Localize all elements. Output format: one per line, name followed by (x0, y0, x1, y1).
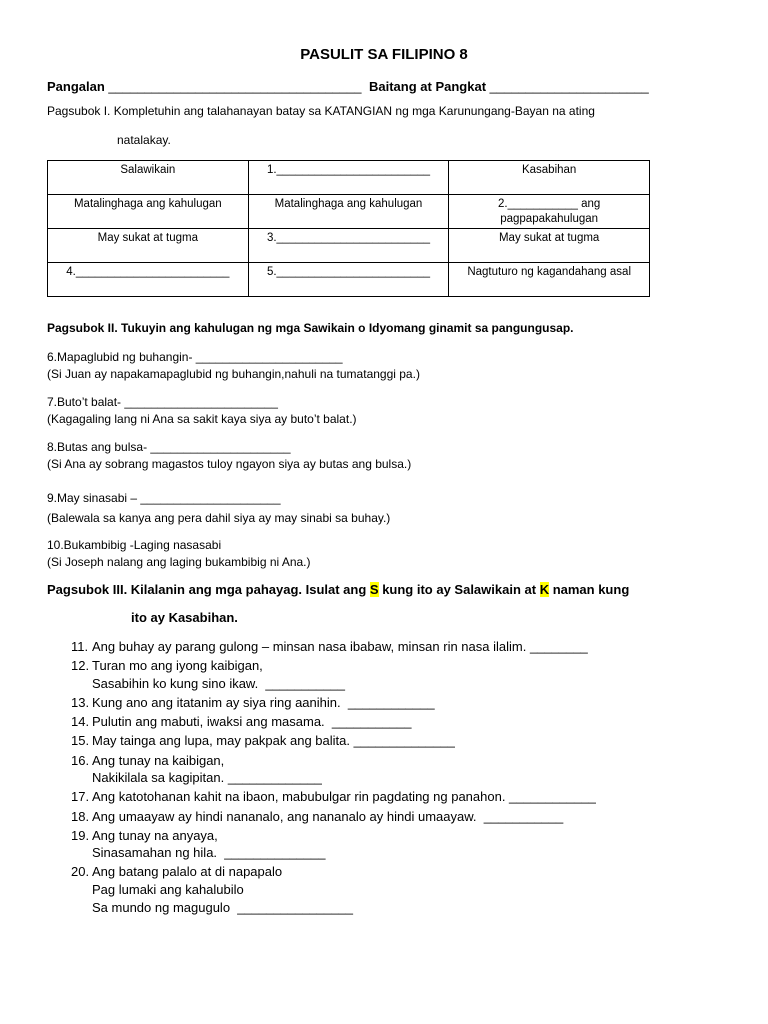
part1-instruction: Pagsubok I. Kompletuhin ang talahanayan batay sa KATANGIAN ng mga Karunungang-Bayan na ating (47, 104, 595, 118)
idiom-question[interactable]: 7.Buto’t balat- _______________________ (47, 395, 278, 409)
part3-instruction (47, 582, 629, 597)
table-cell: May sukat at tugma (48, 229, 249, 263)
idiom-question[interactable]: 8.Butas ang bulsa- _____________________ (47, 440, 291, 454)
saying-number: 16. (71, 752, 90, 768)
name-blank[interactable]: ___________________________________ (108, 79, 362, 94)
idiom-question[interactable]: 6.Mapaglubid ng buhangin- ______________________ (47, 350, 343, 364)
table-row (48, 229, 650, 263)
saying-text: Pulutin ang mabuti, iwaksi ang masama. ___________ (92, 714, 412, 730)
saying-number: 20. (71, 864, 90, 880)
table-cell: May sukat at tugma (449, 229, 650, 263)
idiom-question[interactable]: 9.May sinasabi – _____________________ (47, 491, 281, 505)
saying-item[interactable] (71, 657, 596, 692)
saying-number: 13. (71, 694, 90, 710)
characteristics-table (47, 160, 650, 297)
table-cell: Matalinghaga ang kahulugan (248, 195, 449, 229)
table-row (48, 263, 650, 297)
table-cell-blank[interactable]: 1.________________________ (248, 161, 449, 195)
saying-item[interactable] (71, 638, 596, 656)
idiom-example: (Si Juan ay napakamapaglubid ng buhangin,nahuli na tumatanggi pa.) (47, 367, 420, 381)
highlight-letter-k: K (539, 582, 550, 597)
grade-section-blank[interactable]: ______________________ (489, 79, 649, 94)
saying-item[interactable] (71, 732, 596, 750)
saying-text: Ang tunay na kaibigan, Nakikilala sa kagipitan. _____________ (92, 752, 322, 786)
idiom-item (47, 350, 420, 381)
table-cell-blank[interactable]: 5.________________________ (248, 263, 449, 297)
name-label: Pangalan (47, 79, 105, 94)
part1-instruction-cont: natalakay. (117, 133, 171, 147)
table-cell: Matalinghaga ang kahulugan (48, 195, 249, 229)
saying-text: Ang batang palalo at di napapalo Pag lumaki ang kahalubilo Sa mundo ng magugulo ________________ (92, 864, 353, 915)
saying-item[interactable] (71, 863, 596, 916)
idiom-example: (Balewala sa kanya ang pera dahil siya ay may sinabi sa buhay.) (47, 511, 391, 525)
saying-item[interactable] (71, 752, 596, 787)
saying-item[interactable] (71, 713, 596, 731)
table-cell: Kasabihan (449, 161, 650, 195)
part3-instruction-c: naman kung (549, 582, 630, 597)
grade-section-field[interactable] (369, 79, 649, 94)
saying-text: Ang buhay ay parang gulong – minsan nasa ibabaw, minsan rin nasa ilalim. ________ (92, 639, 588, 654)
name-field[interactable] (47, 79, 361, 94)
saying-text: Ang katotohanan kahit na ibaon, mabubulgar rin pagdating ng panahon. ____________ (92, 789, 596, 805)
saying-number: 19. (71, 827, 90, 843)
saying-number: 14. (71, 714, 90, 730)
page-title: PASULIT SA FILIPINO 8 (300, 46, 468, 63)
saying-item[interactable] (71, 694, 596, 712)
idiom-item (47, 440, 411, 471)
saying-number: 17. (71, 789, 90, 805)
saying-text: Turan mo ang iyong kaibigan, Sasabihin ko kung sino ikaw. ___________ (92, 658, 345, 691)
part3-instruction-b: kung ito ay Salawikain at (378, 582, 540, 597)
idiom-item (47, 491, 390, 525)
saying-item[interactable] (71, 827, 596, 862)
idiom-example: (Kagagaling lang ni Ana sa sakit kaya siya ay buto’t balat.) (47, 412, 357, 426)
idiom-item (47, 395, 357, 426)
part2-instruction: Pagsubok II. Tukuyin ang kahulugan ng mga Sawikain o Idyomang ginamit sa pangungusap. (47, 321, 574, 335)
table-cell-blank[interactable]: 3.________________________ (248, 229, 449, 263)
idiom-example: (Si Ana ay sobrang magastos tuloy ngayon siya ay butas ang bulsa.) (47, 457, 412, 471)
idiom-question: 10.Bukambibig -Laging nasasabi (47, 538, 222, 552)
grade-section-label: Baitang at Pangkat (369, 79, 487, 94)
saying-number: 12. (71, 658, 90, 674)
part3-instruction-cont: ito ay Kasabihan. (131, 610, 238, 625)
table-cell: Nagtuturo ng kagandahang asal (449, 263, 650, 297)
saying-item[interactable] (71, 808, 596, 826)
idiom-item (47, 538, 311, 569)
saying-number: 15. (71, 733, 90, 749)
table-cell-blank[interactable]: 2.___________ ang pagpapakahulugan (449, 195, 650, 229)
saying-text: May tainga ang lupa, may pakpak ang balita. ______________ (92, 733, 455, 749)
table-row (48, 195, 650, 229)
part3-instruction-a: Pagsubok III. Kilalanin ang mga pahayag. Isulat ang (47, 582, 370, 597)
saying-text: Ang umaayaw ay hindi nananalo, ang nananalo ay hindi umaayaw. ___________ (92, 808, 564, 824)
saying-number: 11. (71, 639, 89, 654)
saying-text: Kung ano ang itatanim ay siya ring aanihin. ____________ (92, 694, 435, 710)
saying-number: 18. (71, 808, 90, 824)
saying-list (71, 638, 596, 918)
table-cell-blank[interactable]: 4.________________________ (48, 263, 249, 297)
table-cell: Salawikain (48, 161, 249, 195)
table-row (48, 161, 650, 195)
highlight-letter-s: S (369, 582, 379, 597)
saying-text: Ang tunay na anyaya, Sinasamahan ng hila. ______________ (92, 827, 326, 861)
idiom-example: (Si Joseph nalang ang laging bukambibig ni Ana.) (47, 555, 311, 569)
saying-item[interactable] (71, 788, 596, 806)
